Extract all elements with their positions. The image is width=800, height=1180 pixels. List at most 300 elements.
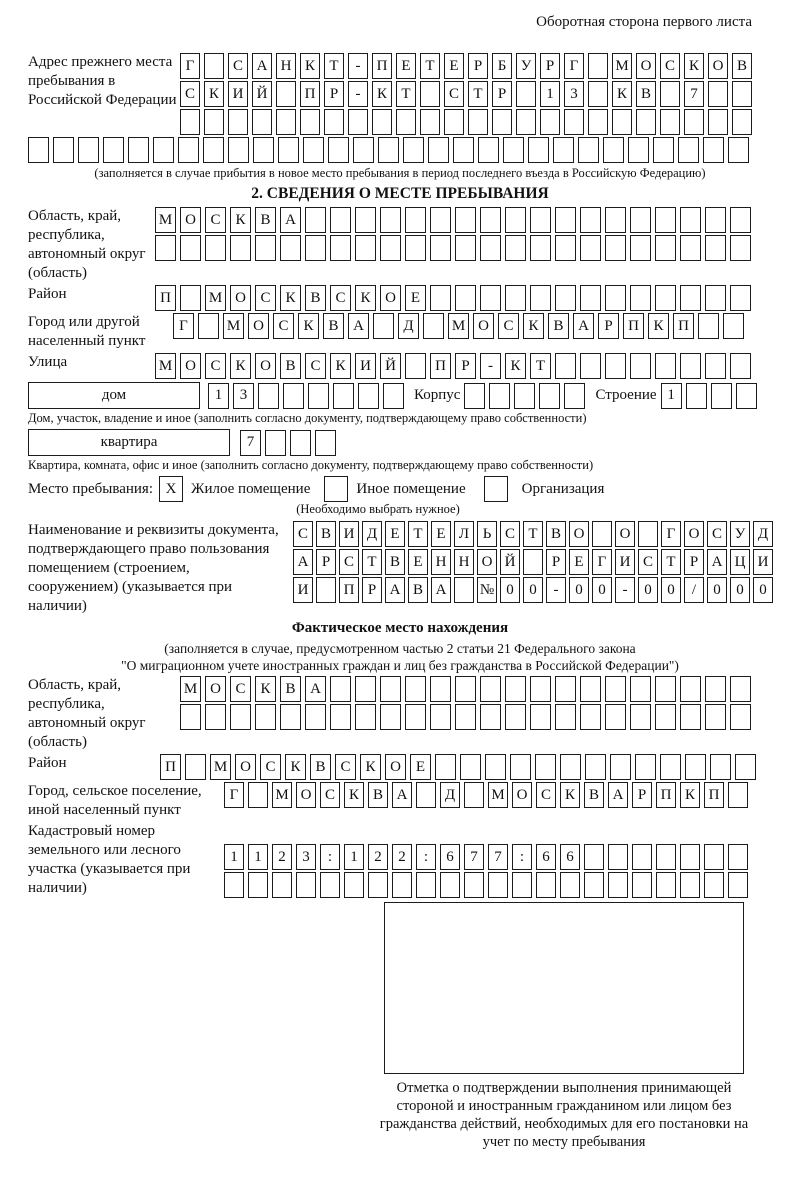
char-cell[interactable] bbox=[655, 207, 676, 233]
char-cell[interactable] bbox=[512, 872, 532, 898]
char-cell[interactable] bbox=[355, 704, 376, 730]
char-cell[interactable] bbox=[290, 430, 311, 456]
char-cell[interactable] bbox=[710, 754, 731, 780]
char-cell[interactable] bbox=[372, 109, 392, 135]
char-cell[interactable]: Т bbox=[661, 549, 681, 575]
char-cell[interactable] bbox=[305, 704, 326, 730]
char-cell[interactable] bbox=[728, 137, 749, 163]
char-cell[interactable] bbox=[333, 383, 354, 409]
char-cell[interactable] bbox=[368, 872, 388, 898]
char-cell[interactable] bbox=[355, 235, 376, 261]
char-cell[interactable] bbox=[539, 383, 560, 409]
char-cell[interactable]: М bbox=[223, 313, 244, 339]
char-cell[interactable] bbox=[380, 676, 401, 702]
char-cell[interactable]: В bbox=[305, 285, 326, 311]
char-cell[interactable] bbox=[686, 383, 707, 409]
char-cell[interactable]: Т bbox=[396, 81, 416, 107]
char-cell[interactable] bbox=[430, 704, 451, 730]
char-cell[interactable]: О bbox=[636, 53, 656, 79]
char-cell[interactable]: Г bbox=[180, 53, 200, 79]
char-cell[interactable]: С bbox=[500, 521, 520, 547]
char-cell[interactable] bbox=[530, 704, 551, 730]
char-cell[interactable]: О bbox=[205, 676, 226, 702]
char-cell[interactable] bbox=[303, 137, 324, 163]
char-cell[interactable]: С bbox=[205, 207, 226, 233]
char-cell[interactable]: О bbox=[255, 353, 276, 379]
char-cell[interactable]: Р bbox=[316, 549, 336, 575]
char-cell[interactable] bbox=[464, 782, 484, 808]
char-cell[interactable] bbox=[153, 137, 174, 163]
char-cell[interactable] bbox=[705, 285, 726, 311]
char-cell[interactable] bbox=[203, 137, 224, 163]
char-cell[interactable] bbox=[580, 207, 601, 233]
char-cell[interactable] bbox=[128, 137, 149, 163]
char-cell[interactable]: В bbox=[280, 353, 301, 379]
char-cell[interactable]: 0 bbox=[523, 577, 543, 603]
char-cell[interactable] bbox=[480, 704, 501, 730]
char-cell[interactable] bbox=[730, 285, 751, 311]
char-cell[interactable]: 1 bbox=[540, 81, 560, 107]
char-cell[interactable] bbox=[603, 137, 624, 163]
char-cell[interactable]: М bbox=[210, 754, 231, 780]
char-cell[interactable]: А bbox=[348, 313, 369, 339]
char-cell[interactable]: К bbox=[204, 81, 224, 107]
char-cell[interactable] bbox=[730, 704, 751, 730]
char-cell[interactable] bbox=[708, 109, 728, 135]
char-cell[interactable] bbox=[416, 782, 436, 808]
char-cell[interactable] bbox=[680, 872, 700, 898]
char-cell[interactable] bbox=[584, 872, 604, 898]
char-cell[interactable] bbox=[435, 754, 456, 780]
char-cell[interactable] bbox=[564, 109, 584, 135]
char-cell[interactable]: Е bbox=[396, 53, 416, 79]
char-cell[interactable]: Е bbox=[569, 549, 589, 575]
char-cell[interactable]: М bbox=[205, 285, 226, 311]
char-cell[interactable] bbox=[530, 235, 551, 261]
inoe-checkbox[interactable] bbox=[324, 476, 348, 502]
char-cell[interactable]: Й bbox=[252, 81, 272, 107]
char-cell[interactable]: Р bbox=[632, 782, 652, 808]
char-cell[interactable]: Р bbox=[455, 353, 476, 379]
char-cell[interactable] bbox=[653, 137, 674, 163]
char-cell[interactable] bbox=[455, 207, 476, 233]
char-cell[interactable]: Т bbox=[523, 521, 543, 547]
char-cell[interactable] bbox=[730, 235, 751, 261]
char-cell[interactable] bbox=[505, 235, 526, 261]
char-cell[interactable]: - bbox=[615, 577, 635, 603]
char-cell[interactable]: 3 bbox=[296, 844, 316, 870]
char-cell[interactable]: 6 bbox=[536, 844, 556, 870]
char-cell[interactable]: М bbox=[448, 313, 469, 339]
char-cell[interactable]: С bbox=[255, 285, 276, 311]
char-cell[interactable]: О bbox=[180, 207, 201, 233]
char-cell[interactable]: С bbox=[330, 285, 351, 311]
char-cell[interactable]: И bbox=[293, 577, 313, 603]
char-cell[interactable] bbox=[580, 704, 601, 730]
char-cell[interactable] bbox=[580, 353, 601, 379]
char-cell[interactable] bbox=[324, 109, 344, 135]
char-cell[interactable]: К bbox=[360, 754, 381, 780]
char-cell[interactable] bbox=[592, 521, 612, 547]
char-cell[interactable] bbox=[660, 109, 680, 135]
char-cell[interactable]: : bbox=[512, 844, 532, 870]
char-cell[interactable]: К bbox=[255, 676, 276, 702]
char-cell[interactable]: П bbox=[155, 285, 176, 311]
char-cell[interactable] bbox=[705, 704, 726, 730]
char-cell[interactable] bbox=[416, 872, 436, 898]
char-cell[interactable] bbox=[78, 137, 99, 163]
char-cell[interactable] bbox=[605, 704, 626, 730]
char-cell[interactable] bbox=[283, 383, 304, 409]
char-cell[interactable] bbox=[655, 353, 676, 379]
char-cell[interactable]: О bbox=[684, 521, 704, 547]
char-cell[interactable] bbox=[555, 676, 576, 702]
char-cell[interactable] bbox=[480, 207, 501, 233]
char-cell[interactable]: П bbox=[704, 782, 724, 808]
char-cell[interactable]: В bbox=[584, 782, 604, 808]
char-cell[interactable] bbox=[503, 137, 524, 163]
char-cell[interactable]: С bbox=[230, 676, 251, 702]
organizatsiya-checkbox[interactable] bbox=[484, 476, 508, 502]
char-cell[interactable]: 7 bbox=[684, 81, 704, 107]
char-cell[interactable] bbox=[255, 704, 276, 730]
char-cell[interactable] bbox=[180, 704, 201, 730]
char-cell[interactable] bbox=[660, 81, 680, 107]
char-cell[interactable] bbox=[180, 235, 201, 261]
char-cell[interactable] bbox=[630, 235, 651, 261]
char-cell[interactable] bbox=[420, 109, 440, 135]
char-cell[interactable] bbox=[180, 285, 201, 311]
char-cell[interactable]: 3 bbox=[564, 81, 584, 107]
char-cell[interactable]: А bbox=[305, 676, 326, 702]
char-cell[interactable]: Р bbox=[546, 549, 566, 575]
char-cell[interactable]: / bbox=[684, 577, 704, 603]
char-cell[interactable] bbox=[560, 872, 580, 898]
char-cell[interactable] bbox=[455, 285, 476, 311]
char-cell[interactable] bbox=[655, 285, 676, 311]
char-cell[interactable]: О bbox=[248, 313, 269, 339]
char-cell[interactable] bbox=[680, 676, 701, 702]
char-cell[interactable] bbox=[516, 81, 536, 107]
char-cell[interactable] bbox=[578, 137, 599, 163]
char-cell[interactable]: В bbox=[255, 207, 276, 233]
char-cell[interactable]: У bbox=[730, 521, 750, 547]
char-cell[interactable]: 2 bbox=[368, 844, 388, 870]
char-cell[interactable]: 0 bbox=[638, 577, 658, 603]
char-cell[interactable] bbox=[373, 313, 394, 339]
char-cell[interactable] bbox=[489, 383, 510, 409]
char-cell[interactable] bbox=[358, 383, 379, 409]
char-cell[interactable]: С bbox=[660, 53, 680, 79]
char-cell[interactable] bbox=[655, 235, 676, 261]
char-cell[interactable]: П bbox=[300, 81, 320, 107]
char-cell[interactable]: 7 bbox=[488, 844, 508, 870]
char-cell[interactable]: О bbox=[708, 53, 728, 79]
char-cell[interactable]: О bbox=[615, 521, 635, 547]
char-cell[interactable]: Р bbox=[324, 81, 344, 107]
char-cell[interactable] bbox=[380, 235, 401, 261]
char-cell[interactable] bbox=[255, 235, 276, 261]
char-cell[interactable] bbox=[378, 137, 399, 163]
char-cell[interactable] bbox=[485, 754, 506, 780]
char-cell[interactable]: 2 bbox=[272, 844, 292, 870]
char-cell[interactable]: Е bbox=[408, 549, 428, 575]
char-cell[interactable] bbox=[553, 137, 574, 163]
char-cell[interactable] bbox=[330, 207, 351, 233]
char-cell[interactable] bbox=[330, 235, 351, 261]
char-cell[interactable]: С bbox=[260, 754, 281, 780]
char-cell[interactable]: К bbox=[684, 53, 704, 79]
char-cell[interactable] bbox=[612, 109, 632, 135]
char-cell[interactable]: Р bbox=[468, 53, 488, 79]
char-cell[interactable]: В bbox=[548, 313, 569, 339]
char-cell[interactable] bbox=[655, 704, 676, 730]
char-cell[interactable]: Г bbox=[661, 521, 681, 547]
char-cell[interactable]: Г bbox=[173, 313, 194, 339]
char-cell[interactable]: Р bbox=[492, 81, 512, 107]
char-cell[interactable]: : bbox=[320, 844, 340, 870]
dom-type-box[interactable]: дом bbox=[28, 382, 200, 409]
char-cell[interactable] bbox=[630, 285, 651, 311]
char-cell[interactable]: П bbox=[430, 353, 451, 379]
char-cell[interactable] bbox=[204, 109, 224, 135]
char-cell[interactable]: Р bbox=[540, 53, 560, 79]
char-cell[interactable]: С bbox=[293, 521, 313, 547]
char-cell[interactable]: 7 bbox=[464, 844, 484, 870]
char-cell[interactable] bbox=[580, 285, 601, 311]
char-cell[interactable] bbox=[704, 844, 724, 870]
char-cell[interactable]: К bbox=[680, 782, 700, 808]
char-cell[interactable] bbox=[630, 353, 651, 379]
char-cell[interactable] bbox=[735, 754, 756, 780]
char-cell[interactable] bbox=[680, 207, 701, 233]
char-cell[interactable] bbox=[392, 872, 412, 898]
char-cell[interactable]: 1 bbox=[208, 383, 229, 409]
char-cell[interactable] bbox=[514, 383, 535, 409]
char-cell[interactable] bbox=[678, 137, 699, 163]
char-cell[interactable] bbox=[523, 549, 543, 575]
char-cell[interactable] bbox=[680, 285, 701, 311]
char-cell[interactable] bbox=[588, 109, 608, 135]
char-cell[interactable] bbox=[405, 207, 426, 233]
char-cell[interactable] bbox=[430, 235, 451, 261]
char-cell[interactable]: В bbox=[546, 521, 566, 547]
char-cell[interactable] bbox=[555, 704, 576, 730]
char-cell[interactable]: В bbox=[732, 53, 752, 79]
char-cell[interactable]: М bbox=[155, 353, 176, 379]
char-cell[interactable] bbox=[711, 383, 732, 409]
char-cell[interactable] bbox=[230, 235, 251, 261]
char-cell[interactable] bbox=[355, 676, 376, 702]
char-cell[interactable] bbox=[155, 235, 176, 261]
char-cell[interactable]: А bbox=[573, 313, 594, 339]
char-cell[interactable] bbox=[228, 137, 249, 163]
char-cell[interactable] bbox=[444, 109, 464, 135]
char-cell[interactable] bbox=[228, 109, 248, 135]
char-cell[interactable]: К bbox=[648, 313, 669, 339]
char-cell[interactable] bbox=[276, 81, 296, 107]
char-cell[interactable] bbox=[505, 704, 526, 730]
char-cell[interactable] bbox=[685, 754, 706, 780]
char-cell[interactable] bbox=[680, 704, 701, 730]
char-cell[interactable] bbox=[492, 109, 512, 135]
char-cell[interactable] bbox=[560, 754, 581, 780]
char-cell[interactable] bbox=[430, 676, 451, 702]
char-cell[interactable]: 0 bbox=[569, 577, 589, 603]
char-cell[interactable] bbox=[300, 109, 320, 135]
char-cell[interactable]: А bbox=[280, 207, 301, 233]
char-cell[interactable]: Л bbox=[454, 521, 474, 547]
char-cell[interactable]: Е bbox=[444, 53, 464, 79]
char-cell[interactable]: К bbox=[523, 313, 544, 339]
char-cell[interactable] bbox=[555, 285, 576, 311]
char-cell[interactable]: - bbox=[348, 53, 368, 79]
char-cell[interactable] bbox=[454, 577, 474, 603]
char-cell[interactable] bbox=[28, 137, 49, 163]
char-cell[interactable]: О bbox=[230, 285, 251, 311]
char-cell[interactable]: Б bbox=[492, 53, 512, 79]
char-cell[interactable]: 0 bbox=[661, 577, 681, 603]
char-cell[interactable]: О bbox=[512, 782, 532, 808]
char-cell[interactable] bbox=[280, 704, 301, 730]
char-cell[interactable]: Е bbox=[385, 521, 405, 547]
char-cell[interactable] bbox=[423, 313, 444, 339]
char-cell[interactable]: К bbox=[230, 353, 251, 379]
char-cell[interactable] bbox=[348, 109, 368, 135]
char-cell[interactable] bbox=[730, 353, 751, 379]
char-cell[interactable]: - bbox=[348, 81, 368, 107]
char-cell[interactable]: О bbox=[385, 754, 406, 780]
char-cell[interactable] bbox=[258, 383, 279, 409]
char-cell[interactable]: № bbox=[477, 577, 497, 603]
char-cell[interactable] bbox=[635, 754, 656, 780]
char-cell[interactable] bbox=[605, 235, 626, 261]
char-cell[interactable] bbox=[630, 207, 651, 233]
char-cell[interactable]: Н bbox=[276, 53, 296, 79]
char-cell[interactable]: Ц bbox=[730, 549, 750, 575]
char-cell[interactable] bbox=[728, 872, 748, 898]
char-cell[interactable] bbox=[253, 137, 274, 163]
char-cell[interactable] bbox=[478, 137, 499, 163]
char-cell[interactable] bbox=[610, 754, 631, 780]
char-cell[interactable]: Г bbox=[224, 782, 244, 808]
char-cell[interactable]: Й bbox=[500, 549, 520, 575]
char-cell[interactable]: 0 bbox=[592, 577, 612, 603]
char-cell[interactable]: П bbox=[339, 577, 359, 603]
char-cell[interactable]: П bbox=[673, 313, 694, 339]
char-cell[interactable] bbox=[468, 109, 488, 135]
char-cell[interactable]: И bbox=[228, 81, 248, 107]
char-cell[interactable] bbox=[580, 676, 601, 702]
char-cell[interactable]: О bbox=[569, 521, 589, 547]
char-cell[interactable] bbox=[505, 676, 526, 702]
char-cell[interactable] bbox=[380, 704, 401, 730]
zhiloe-checkbox[interactable]: X bbox=[159, 476, 183, 502]
char-cell[interactable]: К bbox=[505, 353, 526, 379]
char-cell[interactable]: К bbox=[280, 285, 301, 311]
char-cell[interactable]: М bbox=[155, 207, 176, 233]
char-cell[interactable] bbox=[296, 872, 316, 898]
char-cell[interactable] bbox=[703, 137, 724, 163]
char-cell[interactable] bbox=[728, 844, 748, 870]
char-cell[interactable]: С bbox=[273, 313, 294, 339]
char-cell[interactable] bbox=[528, 137, 549, 163]
char-cell[interactable] bbox=[530, 207, 551, 233]
char-cell[interactable]: К bbox=[300, 53, 320, 79]
char-cell[interactable]: Й bbox=[380, 353, 401, 379]
char-cell[interactable] bbox=[252, 109, 272, 135]
char-cell[interactable]: К bbox=[230, 207, 251, 233]
char-cell[interactable] bbox=[464, 872, 484, 898]
char-cell[interactable] bbox=[656, 872, 676, 898]
char-cell[interactable]: - bbox=[480, 353, 501, 379]
char-cell[interactable]: Т bbox=[530, 353, 551, 379]
char-cell[interactable] bbox=[480, 285, 501, 311]
char-cell[interactable] bbox=[480, 676, 501, 702]
char-cell[interactable] bbox=[608, 872, 628, 898]
char-cell[interactable]: К bbox=[612, 81, 632, 107]
char-cell[interactable] bbox=[555, 207, 576, 233]
char-cell[interactable] bbox=[608, 844, 628, 870]
char-cell[interactable]: Р bbox=[598, 313, 619, 339]
char-cell[interactable]: Д bbox=[440, 782, 460, 808]
char-cell[interactable] bbox=[455, 235, 476, 261]
char-cell[interactable]: Д bbox=[362, 521, 382, 547]
char-cell[interactable]: : bbox=[416, 844, 436, 870]
char-cell[interactable] bbox=[536, 872, 556, 898]
char-cell[interactable]: 0 bbox=[500, 577, 520, 603]
char-cell[interactable]: С bbox=[228, 53, 248, 79]
char-cell[interactable] bbox=[344, 872, 364, 898]
char-cell[interactable]: А bbox=[707, 549, 727, 575]
char-cell[interactable] bbox=[460, 754, 481, 780]
char-cell[interactable] bbox=[430, 285, 451, 311]
char-cell[interactable]: В bbox=[280, 676, 301, 702]
char-cell[interactable]: К bbox=[330, 353, 351, 379]
char-cell[interactable] bbox=[704, 872, 724, 898]
char-cell[interactable]: Т bbox=[324, 53, 344, 79]
char-cell[interactable]: С bbox=[320, 782, 340, 808]
char-cell[interactable]: М bbox=[180, 676, 201, 702]
char-cell[interactable]: М bbox=[488, 782, 508, 808]
char-cell[interactable] bbox=[510, 754, 531, 780]
char-cell[interactable]: К bbox=[372, 81, 392, 107]
char-cell[interactable] bbox=[480, 235, 501, 261]
char-cell[interactable]: В bbox=[316, 521, 336, 547]
char-cell[interactable] bbox=[230, 704, 251, 730]
char-cell[interactable] bbox=[330, 676, 351, 702]
char-cell[interactable] bbox=[705, 207, 726, 233]
char-cell[interactable] bbox=[636, 109, 656, 135]
char-cell[interactable] bbox=[103, 137, 124, 163]
char-cell[interactable] bbox=[405, 704, 426, 730]
char-cell[interactable]: 7 bbox=[240, 430, 261, 456]
char-cell[interactable] bbox=[383, 383, 404, 409]
char-cell[interactable] bbox=[530, 285, 551, 311]
char-cell[interactable] bbox=[655, 676, 676, 702]
char-cell[interactable] bbox=[405, 235, 426, 261]
char-cell[interactable] bbox=[315, 430, 336, 456]
char-cell[interactable]: Т bbox=[408, 521, 428, 547]
char-cell[interactable] bbox=[705, 676, 726, 702]
char-cell[interactable]: А bbox=[431, 577, 451, 603]
char-cell[interactable]: Д bbox=[753, 521, 773, 547]
char-cell[interactable] bbox=[680, 235, 701, 261]
char-cell[interactable]: Е bbox=[431, 521, 451, 547]
char-cell[interactable] bbox=[605, 207, 626, 233]
char-cell[interactable]: У bbox=[516, 53, 536, 79]
char-cell[interactable] bbox=[428, 137, 449, 163]
